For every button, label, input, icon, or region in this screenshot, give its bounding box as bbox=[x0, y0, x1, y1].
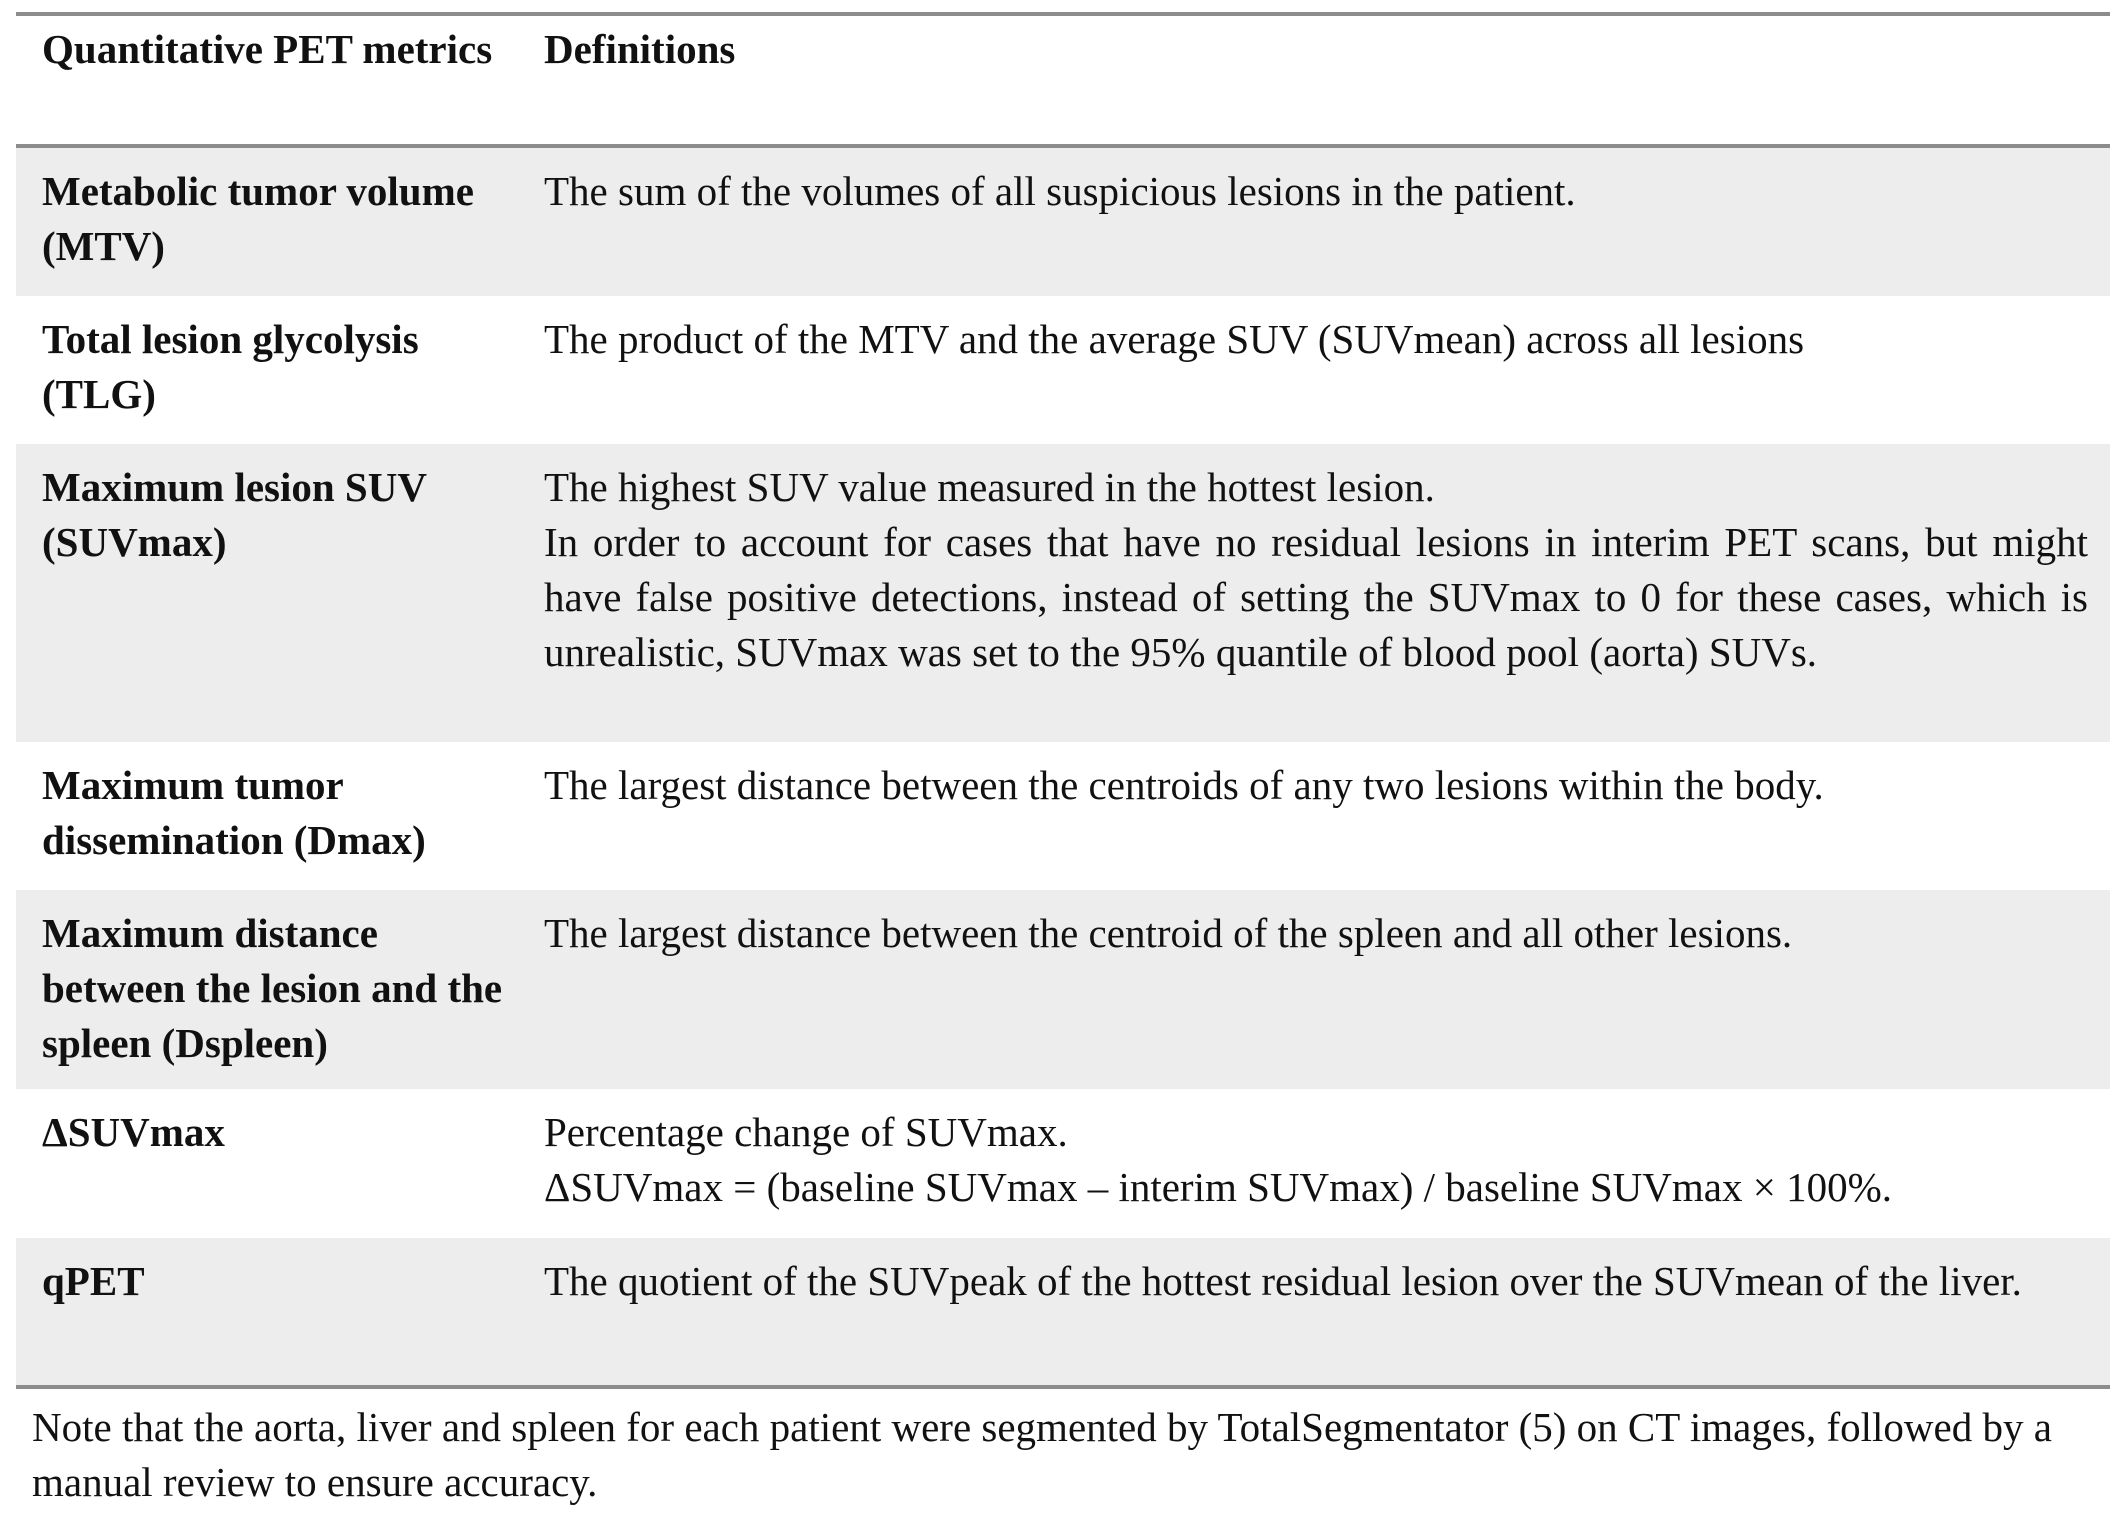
table-row bbox=[16, 1238, 2110, 1387]
table-header-row bbox=[16, 14, 2110, 146]
definition-text: In order to account for cases that have no residual lesions in interim PET scans, but might have false positive detections, instead of setting the SUVmax to 0 for these cases, which is unrealistic, SUVmax was set to the 95% quantile of blood pool (aorta) SUVs. bbox=[544, 519, 2088, 675]
metric-definition bbox=[544, 890, 2110, 1089]
definition-text: The product of the MTV and the average SUV (SUVmean) across all lesions bbox=[544, 316, 1805, 362]
metric-definition bbox=[544, 296, 2110, 444]
definition-text: The largest distance between the centroid of the spleen and all other lesions. bbox=[544, 910, 1793, 956]
definition-text: The largest distance between the centroids of any two lesions within the body. bbox=[544, 762, 1824, 808]
table-row bbox=[16, 1089, 2110, 1238]
header-definition: Definitions bbox=[544, 26, 736, 72]
metric-name: Total lesion glycolysis (TLG) bbox=[42, 316, 419, 417]
definition-text: ΔSUVmax = (baseline SUVmax – interim SUVmax) / baseline SUVmax × 100%. bbox=[544, 1164, 1892, 1210]
table-row bbox=[16, 444, 2110, 742]
metric-definition bbox=[544, 1238, 2110, 1387]
definition-text: The highest SUV value measured in the hottest lesion. bbox=[544, 464, 1435, 510]
metric-definition bbox=[544, 742, 2110, 890]
metric-name: qPET bbox=[16, 1238, 544, 1387]
table-footnote: Note that the aorta, liver and spleen for each patient were segmented by TotalSegmentator (5) on CT images, followed by a manual review to ensure accuracy. bbox=[32, 1404, 2052, 1505]
table-row bbox=[16, 296, 2110, 444]
metric-name: ΔSUVmax bbox=[42, 1109, 225, 1155]
definition-text: Percentage change of SUVmax. bbox=[544, 1109, 1068, 1155]
metric-name: Maximum tumor dissemination (Dmax) bbox=[42, 762, 426, 863]
metric-name: Maximum distance between the lesion and the spleen (Dspleen) bbox=[16, 890, 544, 1089]
metric-name: Metabolic tumor volume (MTV) bbox=[16, 146, 544, 296]
pet-metrics-table bbox=[16, 12, 2110, 1389]
metric-definition bbox=[544, 1089, 2110, 1238]
table-row bbox=[16, 890, 2110, 1089]
table-row bbox=[16, 146, 2110, 296]
definition-text: The quotient of the SUVpeak of the hottest residual lesion over the SUVmean of the liver. bbox=[544, 1258, 2022, 1304]
header-metric: Quantitative PET metrics bbox=[42, 26, 493, 72]
metric-definition bbox=[544, 444, 2110, 742]
definition-text: The sum of the volumes of all suspicious lesions in the patient. bbox=[544, 168, 1576, 214]
metric-definition bbox=[544, 146, 2110, 296]
table-row bbox=[16, 742, 2110, 890]
metric-name: Maximum lesion SUV (SUVmax) bbox=[16, 444, 544, 742]
metrics-table-container bbox=[16, 12, 2110, 1389]
